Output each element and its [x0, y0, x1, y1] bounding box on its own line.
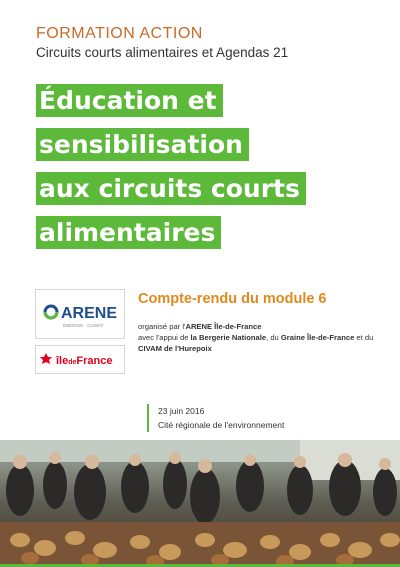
arene-logo [35, 289, 125, 339]
market-crowd-photo-icon [0, 440, 400, 567]
event-info [147, 404, 284, 432]
organizer-text [138, 321, 388, 354]
org-name: ARENE Île-de-France [185, 322, 262, 331]
support-graine: Graine Île-de-France [280, 333, 355, 342]
idf-emblem-icon [36, 346, 124, 373]
svg-text:îledeFrance [55, 355, 112, 367]
arene-name: ARENE [61, 305, 118, 322]
org-prefix: organisé par l' [138, 322, 186, 331]
support-civam: CIVAM de l'Hurepoix [138, 344, 212, 353]
title-line-3: aux circuits courts [36, 172, 306, 205]
title-line-2: sensibilisation [36, 128, 249, 161]
idf-logo [35, 345, 125, 374]
event-date: 23 juin 2016 [158, 406, 205, 416]
arene-tagline: ÉNERGIE · CLIMAT [63, 323, 104, 328]
event-place: Cité régionale de l'environnement [158, 420, 285, 430]
support-sep-2: et du [354, 333, 374, 342]
idf-name-b: de [68, 359, 77, 366]
support-bergerie: la Bergerie Nationale [190, 333, 267, 342]
arene-emblem-icon [36, 290, 126, 338]
title-line-1: Éducation et [36, 84, 223, 117]
support-sep-1: , du [266, 333, 281, 342]
idf-name-c: France [76, 355, 113, 367]
idf-name-a: île [56, 355, 69, 367]
support-prefix: avec l'appui de [138, 333, 191, 342]
module-title: Compte-rendu du module 6 [138, 291, 327, 307]
market-crowd-photo [0, 440, 400, 567]
subtitle: Circuits courts alimentaires et Agendas 21 [36, 45, 289, 60]
kicker: FORMATION ACTION [36, 25, 203, 42]
title-line-4: alimentaires [36, 216, 221, 249]
